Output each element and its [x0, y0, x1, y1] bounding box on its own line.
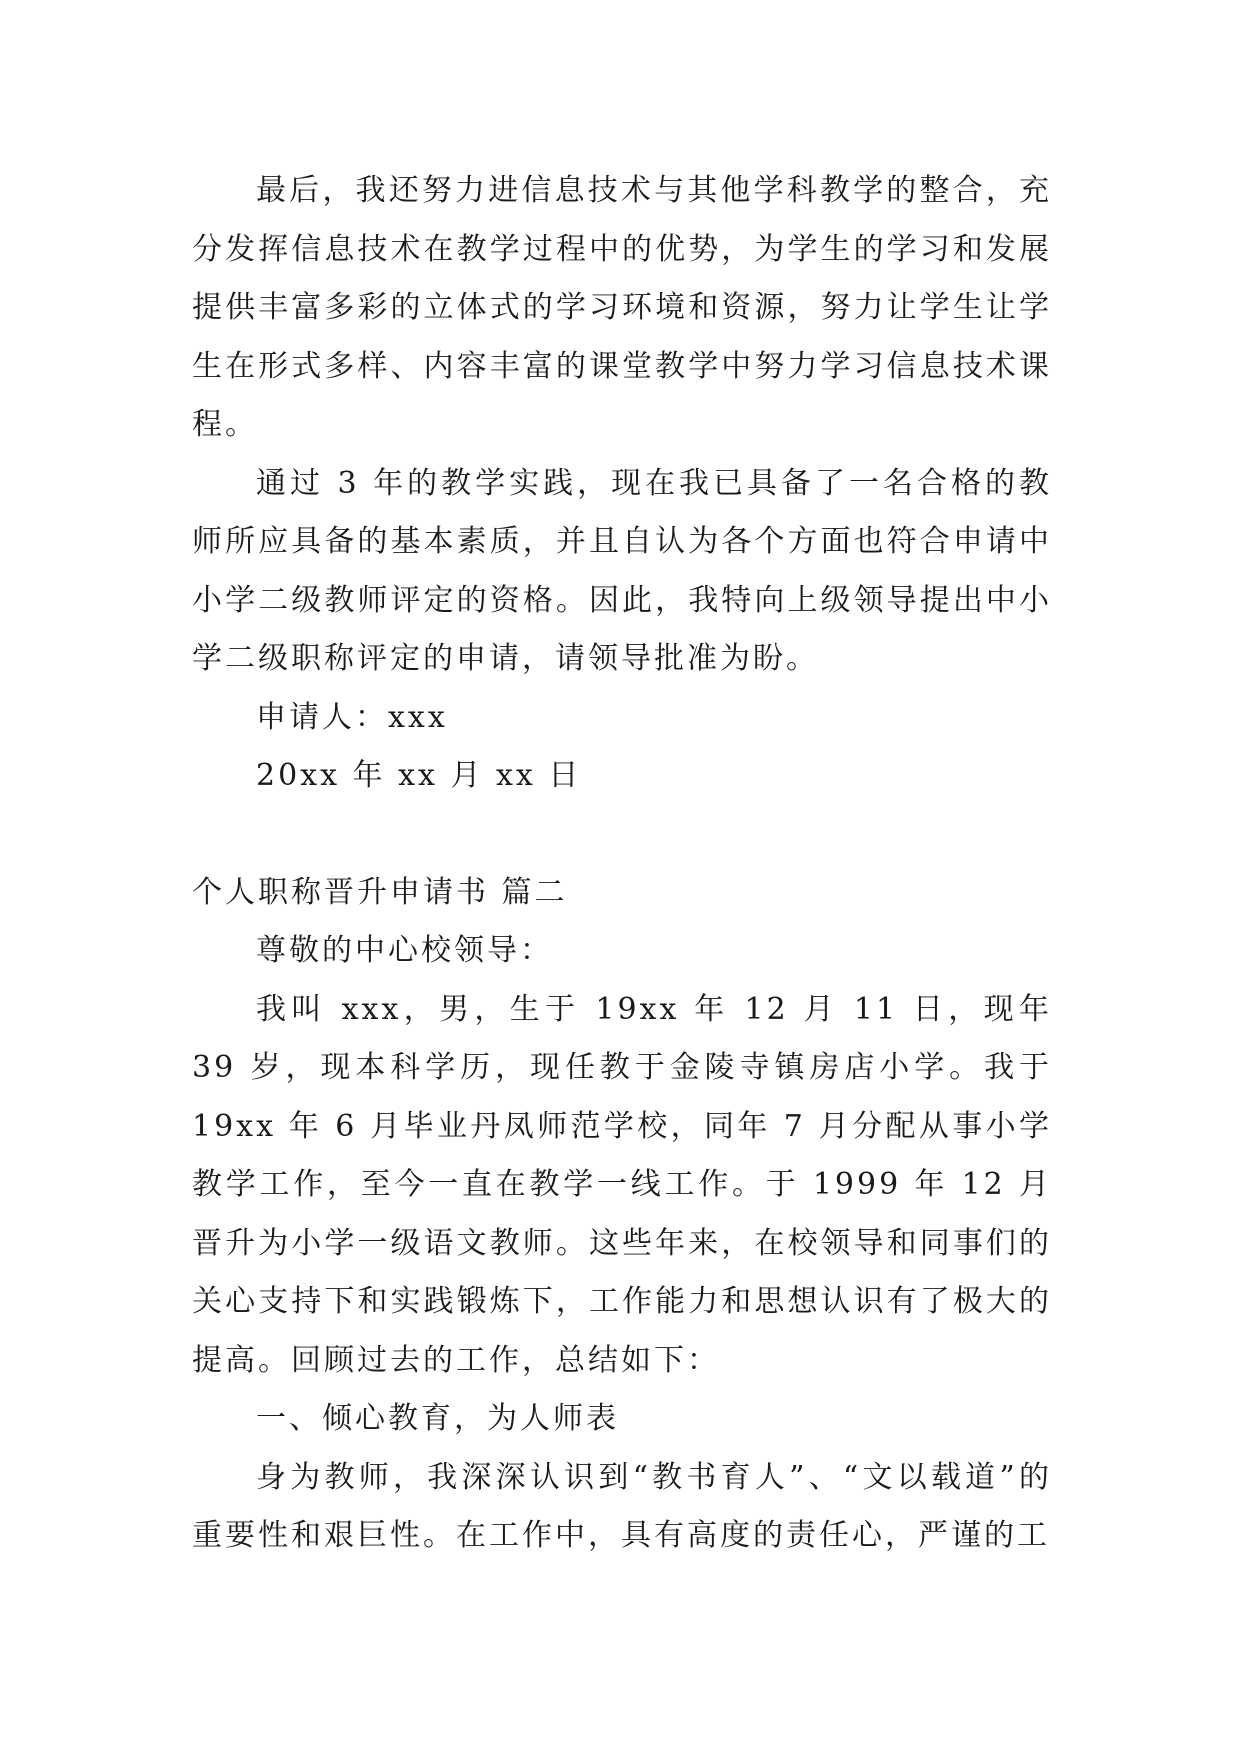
section-title: 个人职称晋升申请书 篇二: [192, 874, 568, 910]
date-line: 20xx 年 xx 月 xx 日: [256, 758, 582, 793]
subheading-line: 一、倾心教育，为人师表: [256, 1401, 619, 1436]
paragraph-integration: 最后，我还努力进信息技术与其他学科教学的整合，充分发挥信息技术在教学过程中的优势，为学生的学习和发展提供丰富多彩的立体式的学习环境和资源，努力让学生让学生在形式多样、内容丰富的课堂教学中努力学习信息技术课程。: [192, 173, 1052, 442]
paragraph-teacher-role: 身为教师，我深深认识到“教书育人”、“文以载道”的重要性和艰巨性。在工作中，具有高度的责任心，严谨的工: [192, 1459, 1052, 1553]
section-spacer: [192, 806, 1052, 864]
document-body: [192, 162, 1052, 1566]
applicant-line: 申请人：xxx: [256, 699, 448, 735]
paragraph-qualification: 通过 3 年的教学实践，现在我已具备了一名合格的教师所应具备的基本素质，并且自认为各个方面也符合申请中小学二级教师评定的资格。因此，我特向上级领导提出中小学二级职称评定的申请，请领导批准为盼。: [192, 465, 1052, 676]
salutation-line: 尊敬的中心校领导：: [256, 933, 553, 968]
paragraph-introduction: 我叫 xxx，男，生于 19xx 年 12 月 11 日，现年 39 岁，现本科学历，现任教于金陵寺镇房店小学。我于 19xx 年 6 月毕业丹凤师范学校，同年 7 月分配从事小学教学工作，至今一直在教学一线工作。于 1999 年 12 月晋升为小学一级语文教师。这些年来，在校领导和同事们的关心支持下和实践锻炼下，工作能力和思想认识有了极大的提高。回顾过去的工作，总结如下：: [192, 991, 1052, 1378]
